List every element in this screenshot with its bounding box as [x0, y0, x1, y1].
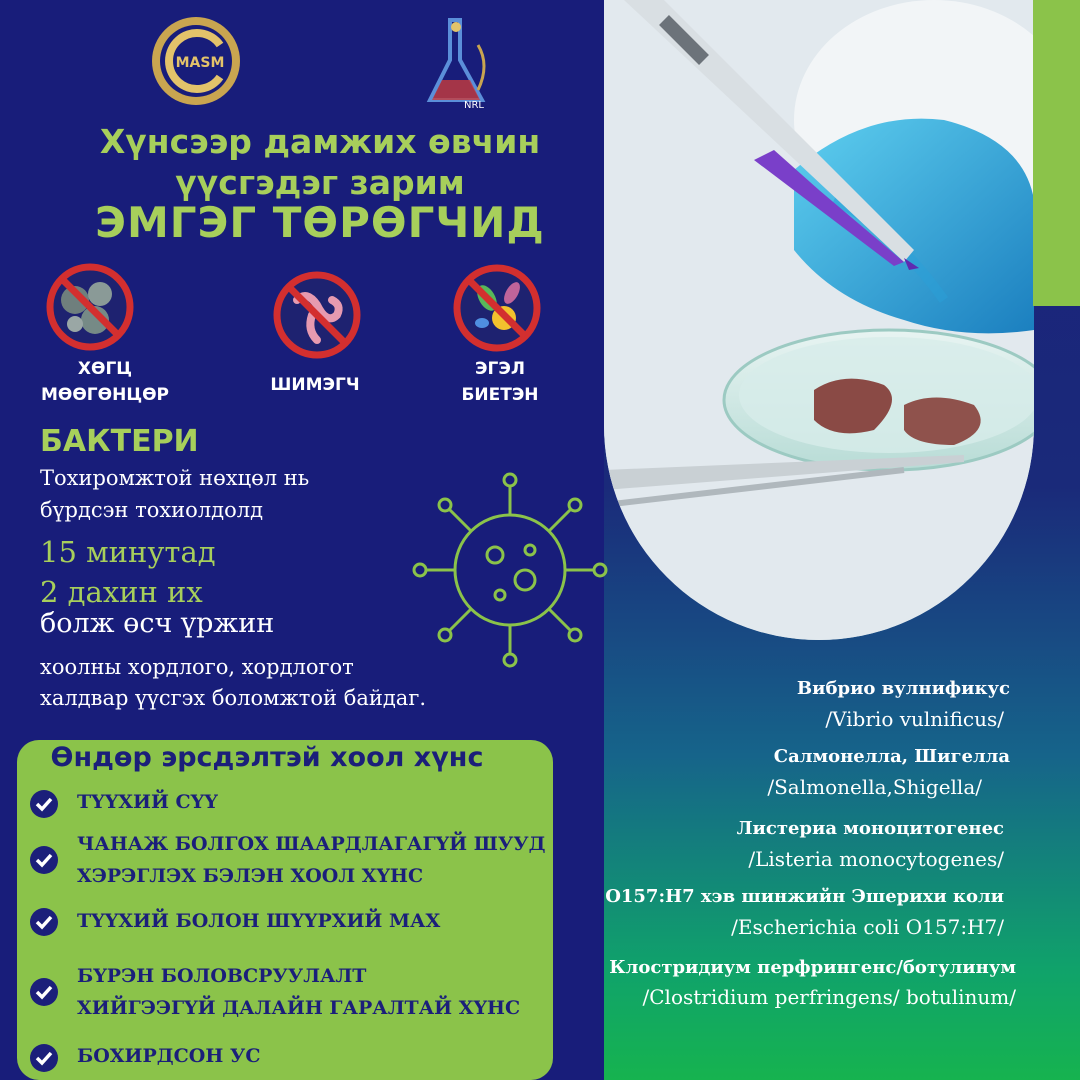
title-line-1: Хүнсээр дамжих өвчин	[99, 122, 541, 161]
lab-photo	[604, 0, 1034, 640]
pathogen-5-lat: /Clostridium perfringens/ botulinum/	[642, 985, 1016, 1009]
mold-label-line-2: МӨӨГӨНЦӨР	[40, 385, 169, 405]
masm-logo	[150, 15, 242, 107]
nrl-logo	[420, 15, 500, 110]
protozoa-label-line-2: БИЕТЭН	[461, 385, 539, 405]
check-icon	[30, 978, 58, 1006]
protozoa-label	[430, 356, 570, 408]
green-accent-bar	[1033, 0, 1080, 306]
high-risk-item-2-line-1: ЧАНАЖ БОЛГОХ ШААРДЛАГАГҮЙ ШУУД	[77, 833, 546, 855]
parasite-prohibited-icon	[272, 270, 362, 360]
check-icon	[30, 790, 58, 818]
high-risk-item-3-line-1: ТҮҮХИЙ БОЛОН ШҮҮРХИЙ МАХ	[77, 910, 441, 932]
bacteria-text-3: 15 минутад	[40, 535, 216, 569]
high-risk-item-1	[77, 786, 218, 818]
title-line-2: үүсгэдэг зарим	[175, 163, 465, 202]
parasite-label	[245, 372, 385, 398]
pathogen-1-lat: /Vibrio vulnificus/	[825, 707, 1004, 731]
high-risk-item-4	[77, 960, 520, 1024]
high-risk-item-2	[77, 828, 546, 892]
high-risk-item-5-line-1: БОХИРДСОН УС	[77, 1045, 261, 1067]
nrl-logo-text: NRL	[464, 100, 484, 110]
bacteria-text-5: болж өсч үржин	[40, 608, 275, 639]
title-line-3: ЭМГЭГ ТӨРӨГЧИД	[95, 198, 545, 247]
pathogen-4-lat: /Escherichia coli O157:H7/	[731, 915, 1004, 939]
bacteria-title: БАКТЕРИ	[40, 424, 199, 459]
pathogen-1-mn: Вибрио вулнификус	[796, 678, 1010, 699]
high-risk-item-2-line-2: ХЭРЭГЛЭХ БЭЛЭН ХООЛ ХҮНС	[77, 865, 424, 887]
high-risk-item-1-line-1: ТҮҮХИЙ СҮҮ	[77, 791, 218, 813]
masm-logo-text: MASM	[175, 55, 225, 71]
pathogen-2-mn: Салмонелла, Шигелла	[773, 746, 1010, 767]
high-risk-item-4-line-2: ХИЙГЭЭГҮЙ ДАЛАЙН ГАРАЛТАЙ ХҮНС	[77, 997, 521, 1019]
protozoa-prohibited-icon	[452, 263, 542, 353]
mold-label-line-1: ХӨГЦ	[77, 359, 133, 379]
virus-outline-icon	[410, 470, 610, 670]
check-icon	[30, 846, 58, 874]
high-risk-item-4-line-1: БҮРЭН БОЛОВСРУУЛАЛТ	[77, 965, 367, 987]
mold-prohibited-icon	[45, 262, 135, 352]
high-risk-food-title: Өндөр эрсдэлтэй хоол хүнс	[50, 742, 484, 773]
high-risk-item-3	[77, 905, 440, 937]
bacteria-text-2: бүрдсэн тохиолдолд	[40, 498, 264, 522]
bacteria-text-7: халдвар үүсгэх боломжтой байдаг.	[40, 686, 427, 710]
parasite-label-line-1: ШИМЭГЧ	[270, 375, 360, 395]
bacteria-text-1: Тохиромжтой нөхцөл нь	[40, 466, 310, 490]
check-icon	[30, 908, 58, 936]
high-risk-item-5	[77, 1040, 260, 1072]
check-icon	[30, 1044, 58, 1072]
mold-label	[30, 356, 180, 408]
lab-photo-illustration	[604, 0, 1034, 640]
pathogen-4-mn: O157:H7 хэв шинжийн Эшерихи коли	[605, 886, 1004, 907]
pathogen-3-lat: /Listeria monocytogenes/	[748, 847, 1004, 871]
pathogen-3-mn: Листериа моноцитогенес	[736, 818, 1004, 839]
pathogen-5-mn: Клостридиум перфрингенс/ботулинум	[609, 957, 1016, 978]
bacteria-text-4: 2 дахин их	[40, 575, 203, 609]
bacteria-text-6: хоолны хордлого, хордлогот	[40, 655, 354, 679]
protozoa-label-line-1: ЭГЭЛ	[475, 359, 525, 379]
pathogen-2-lat: /Salmonella,Shigella/	[767, 775, 982, 799]
